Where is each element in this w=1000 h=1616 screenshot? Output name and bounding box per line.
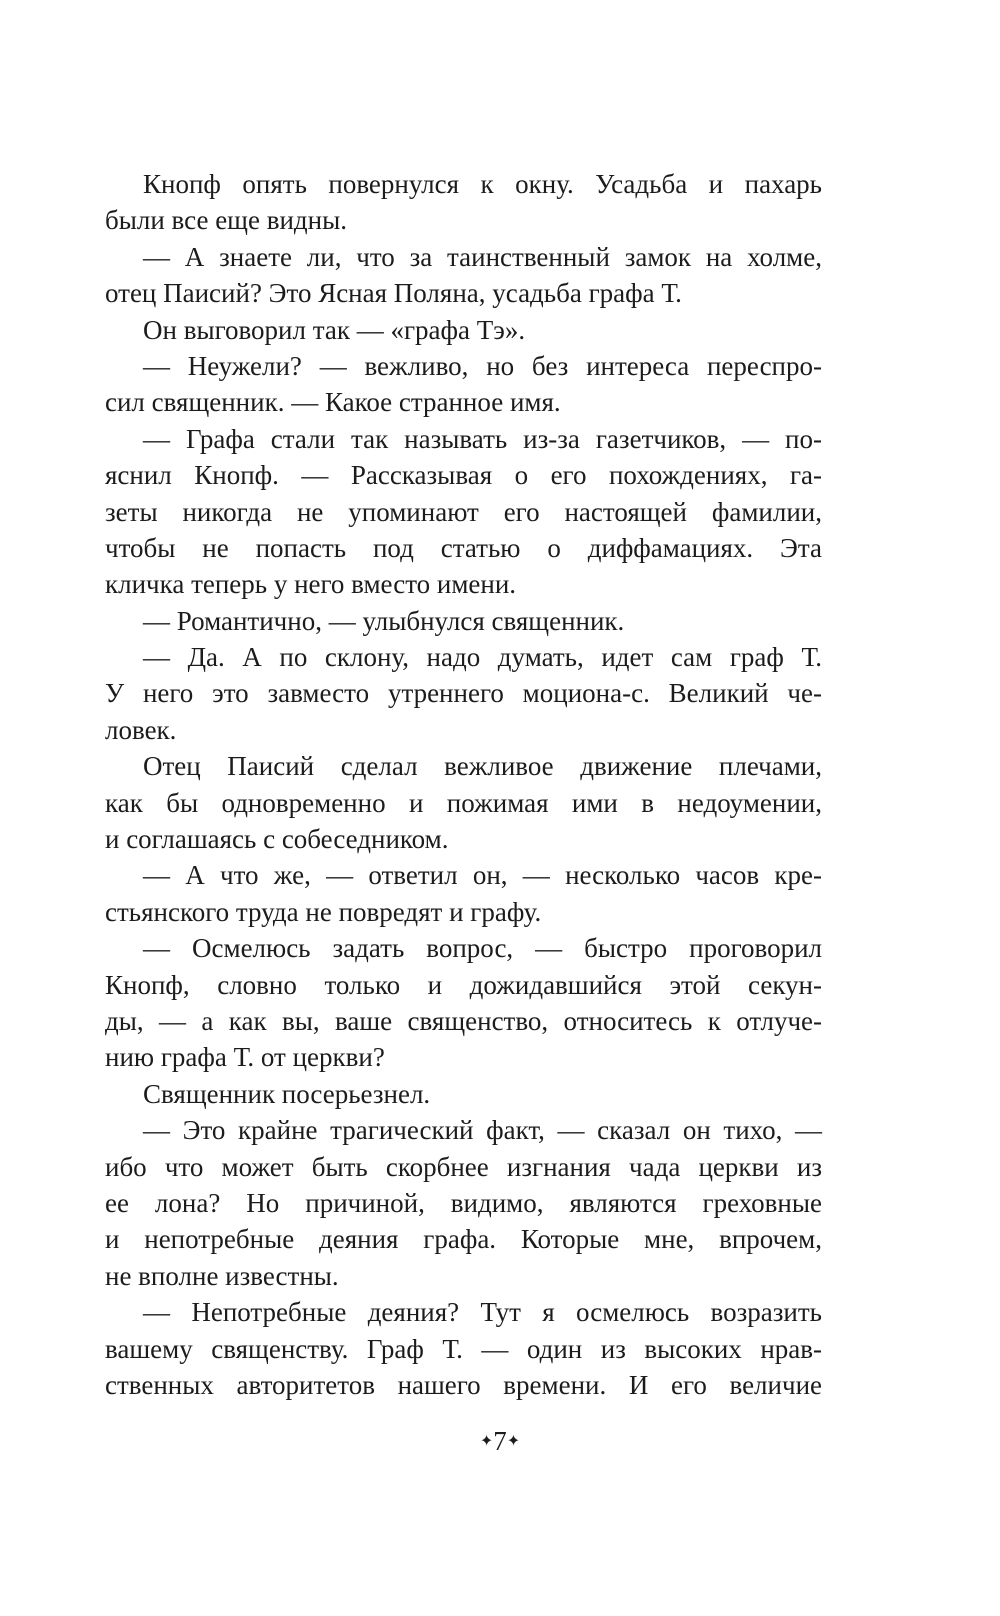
text-line: стьянского труда не повредят и графу. — [105, 896, 542, 927]
text-line: Кнопф опять повернулся к окну. Усадьба и пахарь — [143, 169, 822, 199]
text-line: ловек. — [105, 714, 177, 745]
text-line: ее лона? Но причиной, видимо, являются греховные — [105, 1187, 822, 1218]
page-number-footer — [0, 1423, 1000, 1459]
text-line: ибо что может быть скорбнее изгнания чада церкви из — [105, 1151, 822, 1182]
text-line: — Романтично, — улыбнулся священник. — [143, 605, 625, 636]
text-line: — Да. А по склону, надо думать, идет сам граф Т. — [143, 642, 822, 673]
text-line: зеты никогда не упоминают его настоящей фамилии, — [105, 496, 822, 527]
text-line: ственных авторитетов нашего времени. И его величие — [105, 1369, 822, 1400]
page-body-text — [105, 166, 822, 1403]
text-line: кличка теперь у него вместо имени. — [105, 569, 517, 600]
text-line: отец Паисий? Это Ясная Поляна, усадьба графа Т. — [105, 278, 682, 309]
text-line: яснил Кнопф. — Рассказывая о его похождениях, га- — [105, 460, 822, 491]
text-line: были все еще видны. — [105, 205, 347, 236]
text-line: Он выговорил так — «графа Тэ». — [143, 314, 526, 345]
text-line: — А что же, — ответил он, — несколько часов кре- — [143, 860, 822, 891]
text-line: — Непотребные деяния? Тут я осмелюсь возразить — [143, 1297, 822, 1328]
star-ornament-icon: ✦ — [506, 1431, 521, 1450]
text-line: не вполне известны. — [105, 1260, 339, 1291]
text-line: У него это завместо утреннего моциона-с. Великий че- — [105, 678, 822, 709]
text-line: и непотребные деяния графа. Которые мне, впрочем, — [105, 1224, 822, 1255]
text-line: Священник посерьезнел. — [143, 1078, 431, 1109]
text-line: Отец Паисий сделал вежливое движение плечами, — [143, 751, 822, 782]
text-line: ды, — а как вы, ваше священство, относитесь к отлуче- — [105, 1005, 822, 1036]
text-line: сил священник. — Какое странное имя. — [105, 387, 561, 418]
text-line: чтобы не попасть под статью о диффамациях. Эта — [105, 532, 822, 563]
text-line: — Это крайне трагический факт, — сказал он тихо, — — [143, 1115, 822, 1146]
text-line: вашему священству. Граф Т. — один из высоких нрав- — [105, 1333, 822, 1364]
text-line: — Неужели? — вежливо, но без интереса переспро- — [143, 350, 822, 381]
text-line: — Графа стали так называть из-за газетчиков, — по- — [143, 423, 822, 454]
page-number: 7 — [493, 1426, 507, 1456]
star-ornament-icon: ✦ — [479, 1431, 494, 1450]
text-line: и соглашаясь с собеседником. — [105, 824, 449, 855]
text-line: Кнопф, словно только и дожидавшийся этой секун- — [105, 969, 822, 1000]
text-line: нию графа Т. от церкви? — [105, 1042, 385, 1073]
text-line: — Осмелюсь задать вопрос, — быстро проговорил — [143, 933, 822, 964]
text-line: — А знаете ли, что за таинственный замок на холме, — [143, 241, 822, 272]
text-line: как бы одновременно и пожимая ими в недоумении, — [105, 787, 822, 818]
